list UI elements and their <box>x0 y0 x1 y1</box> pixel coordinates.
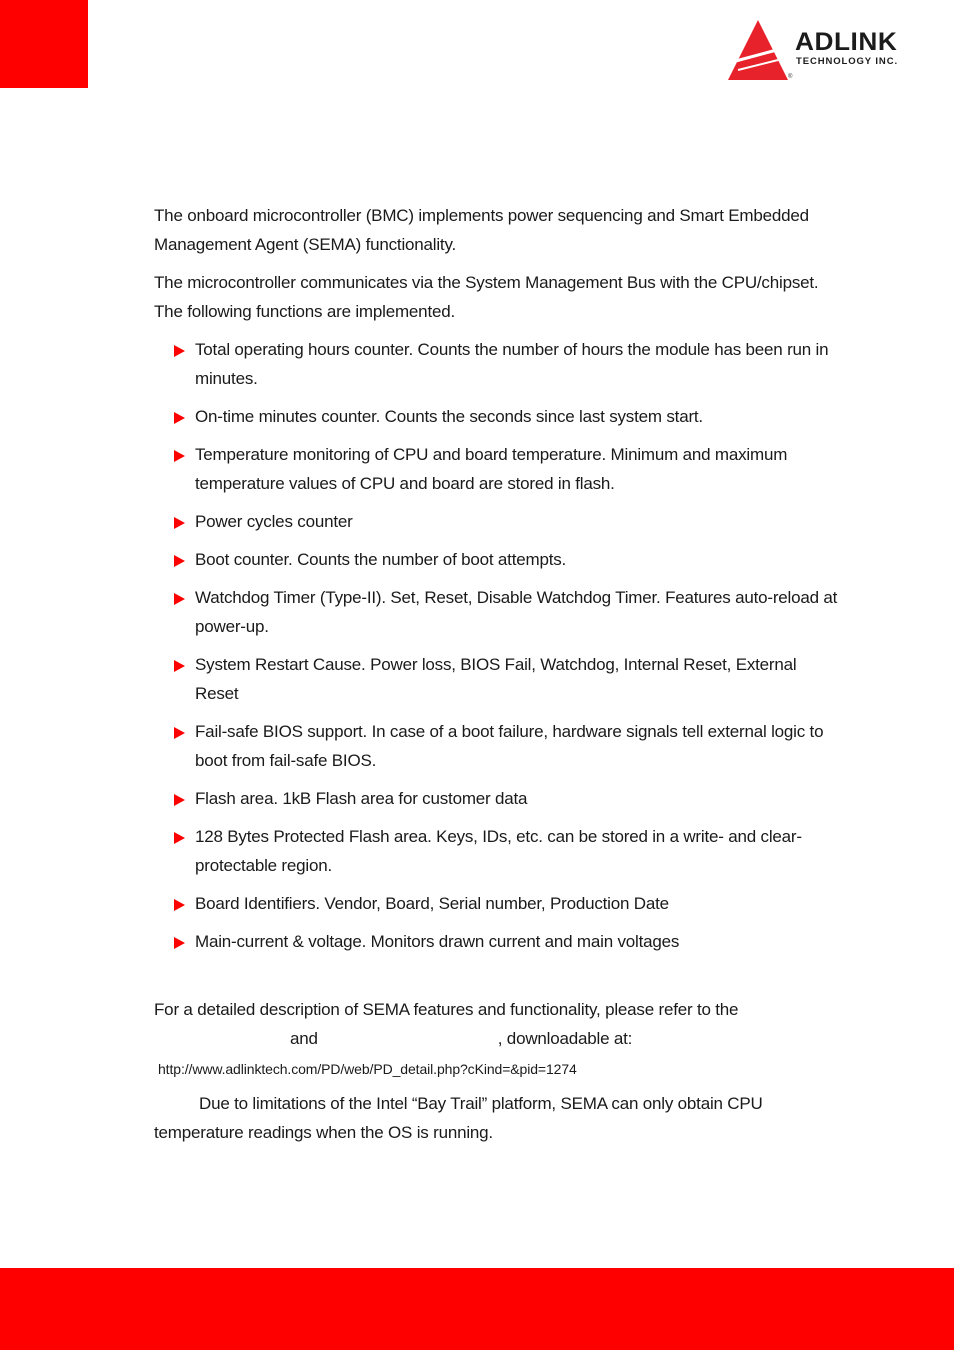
list-item-text: Watchdog Timer (Type-II). Set, Reset, Disable Watchdog Timer. Features auto-reload at power-up. <box>195 588 838 636</box>
list-item-text: System Restart Cause. Power loss, BIOS Fail, Watchdog, Internal Reset, External Reset <box>195 655 797 703</box>
list-item-text: 128 Bytes Protected Flash area. Keys, IDs, etc. can be stored in a write- and clear-protectable region. <box>195 827 802 875</box>
adlink-triangle-icon <box>726 18 793 84</box>
list-item <box>174 784 844 813</box>
intro-paragraph-2: The microcontroller communicates via the System Management Bus with the CPU/chipset. The following functions are implemented. <box>154 273 819 321</box>
list-item <box>174 650 844 708</box>
bullet-triangle-icon <box>174 593 185 605</box>
bullet-triangle-icon <box>174 727 185 739</box>
logo-registered-mark: ® <box>788 74 793 80</box>
list-item-text: Boot counter. Counts the number of boot attempts. <box>195 550 567 569</box>
list-item-text: Main-current & voltage. Monitors drawn current and main voltages <box>195 932 680 951</box>
logo-subtitle: TECHNOLOGY INC. <box>796 56 898 67</box>
list-item-text: On-time minutes counter. Counts the seconds since last system start. <box>195 407 703 426</box>
feature-list <box>154 335 844 956</box>
bullet-triangle-icon <box>174 555 185 567</box>
list-item <box>174 545 844 574</box>
bullet-triangle-icon <box>174 450 185 462</box>
list-item <box>174 822 844 880</box>
adlink-logo <box>726 18 936 84</box>
note-text: Due to limitations of the Intel “Bay Trail” platform, SEMA can only obtain CPU temperature readings when the OS is running. <box>154 1094 763 1142</box>
list-item-text: Total operating hours counter. Counts the number of hours the module has been run in minutes. <box>195 340 829 388</box>
note-paragraph <box>154 1089 844 1147</box>
list-item <box>174 717 844 775</box>
bullet-triangle-icon <box>174 832 185 844</box>
section-spacer <box>154 965 844 995</box>
reference-and: and <box>290 1029 318 1048</box>
reference-paragraph <box>154 995 844 1053</box>
list-item <box>174 927 844 956</box>
bullet-triangle-icon <box>174 517 185 529</box>
list-item <box>174 507 844 536</box>
list-item <box>174 440 844 498</box>
header-red-tab <box>0 0 88 88</box>
bullet-triangle-icon <box>174 412 185 424</box>
bullet-triangle-icon <box>174 794 185 806</box>
bullet-triangle-icon <box>174 899 185 911</box>
intro-paragraph-1: The onboard microcontroller (BMC) implements power sequencing and Smart Embedded Management Agent (SEMA) functionality. <box>154 206 809 254</box>
list-item <box>174 889 844 918</box>
logo-wordmark: ADLINK <box>795 28 898 56</box>
list-item-text: Power cycles counter <box>195 512 353 531</box>
list-item <box>174 583 844 641</box>
list-item-text: Fail-safe BIOS support. In case of a boot failure, hardware signals tell external logic to boot from fail-safe BIOS. <box>195 722 824 770</box>
list-item <box>174 402 844 431</box>
bullet-triangle-icon <box>174 345 185 357</box>
bullet-triangle-icon <box>174 937 185 949</box>
list-item <box>174 335 844 393</box>
list-item-text: Board Identifiers. Vendor, Board, Serial number, Production Date <box>195 894 669 913</box>
list-item-text: Temperature monitoring of CPU and board temperature. Minimum and maximum temperature values of CPU and board are stored in flash. <box>195 445 788 493</box>
body-content <box>154 201 844 1147</box>
reference-text: For a detailed description of SEMA features and functionality, please refer to the <box>154 1000 739 1019</box>
footer-red-bar <box>0 1268 954 1350</box>
reference-url-link[interactable]: http://www.adlinktech.com/PD/web/PD_detail.php?cKind=&pid=1274 <box>158 1061 577 1077</box>
reference-downloadable: , downloadable at: <box>497 1029 633 1048</box>
bullet-triangle-icon <box>174 660 185 672</box>
list-item-text: Flash area. 1kB Flash area for customer data <box>195 789 528 808</box>
